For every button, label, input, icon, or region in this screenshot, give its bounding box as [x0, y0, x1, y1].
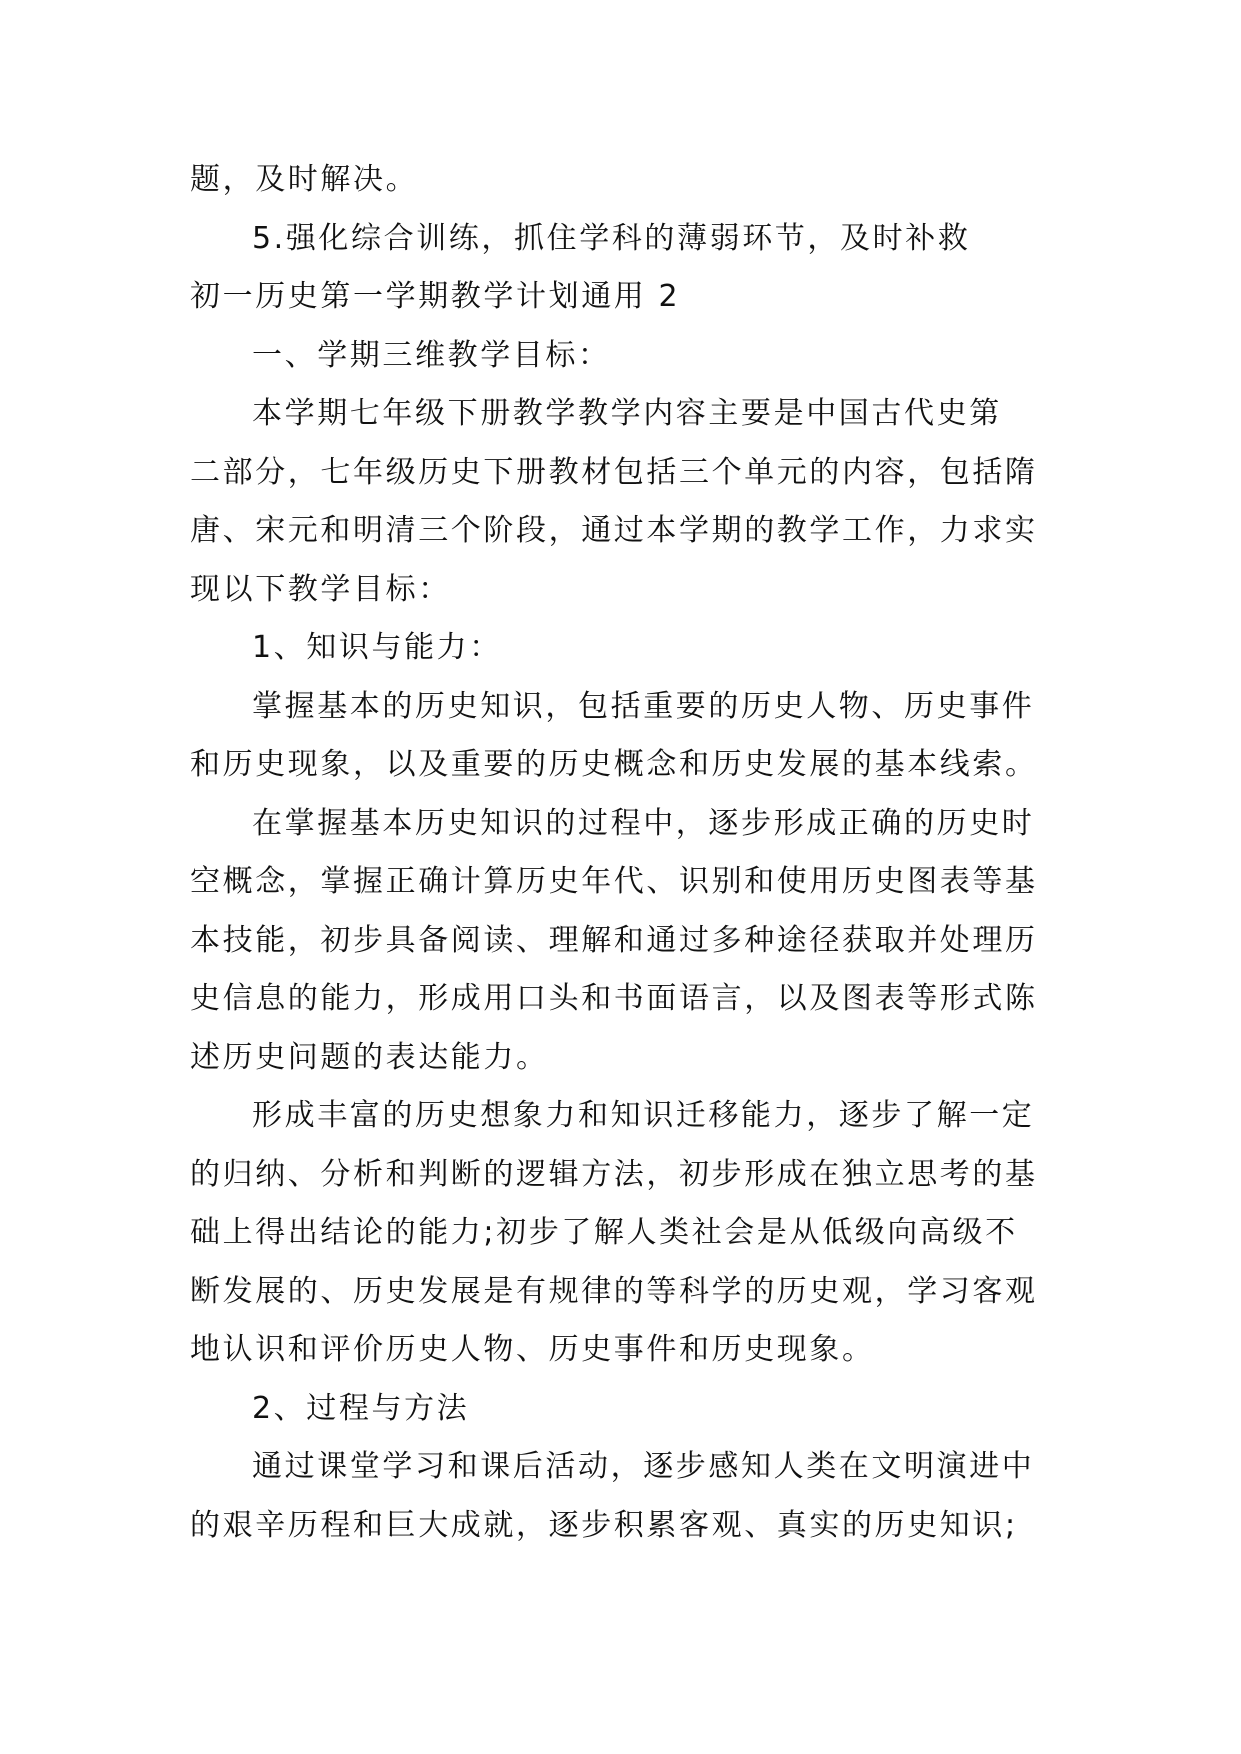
- paragraph-line: 的归纳、分析和判断的逻辑方法，初步形成在独立思考的基: [190, 1156, 1038, 1192]
- paragraph-line: 唐、宋元和明清三个阶段，通过本学期的教学工作，力求实: [190, 513, 1038, 548]
- paragraph-line: 通过课堂学习和课后活动，逐步感知人类在文明演进中: [252, 1449, 1035, 1484]
- subheading: 1、知识与能力：: [252, 630, 502, 665]
- paragraph-line: 题，及时解决。: [190, 162, 419, 197]
- subheading: 2、过程与方法: [252, 1390, 470, 1426]
- section-heading: 一、学期三维教学目标：: [252, 337, 611, 373]
- paragraph-line: 空概念，掌握正确计算历史年代、识别和使用历史图表等基: [190, 864, 1038, 899]
- paragraph-line: 的艰辛历程和巨大成就，逐步积累客观、真实的历史知识;: [190, 1507, 1018, 1543]
- section-title: 初一历史第一学期教学计划通用 2: [190, 279, 681, 314]
- paragraph-line: 掌握基本的历史知识，包括重要的历史人物、历史事件: [252, 688, 1035, 724]
- paragraph-line: 本学期七年级下册教学教学内容主要是中国古代史第: [252, 396, 1002, 431]
- paragraph-line: 本技能，初步具备阅读、理解和通过多种途径获取并处理历: [190, 922, 1038, 958]
- paragraph-line: 二部分，七年级历史下册教材包括三个单元的内容，包括隋: [190, 454, 1038, 490]
- paragraph-line: 形成丰富的历史想象力和知识迁移能力，逐步了解一定: [252, 1098, 1035, 1133]
- paragraph-line: 史信息的能力，形成用口头和书面语言，以及图表等形式陈: [190, 981, 1038, 1016]
- paragraph-line: 述历史问题的表达能力。: [190, 1039, 549, 1075]
- paragraph-line: 在掌握基本历史知识的过程中，逐步形成正确的历史时: [252, 805, 1035, 841]
- paragraph-line: 断发展的、历史发展是有规律的等科学的历史观，学习客观: [190, 1273, 1038, 1309]
- paragraph-line: 础上得出结论的能力;初步了解人类社会是从低级向高级不: [190, 1215, 1018, 1250]
- document-body: [190, 160, 1070, 1564]
- list-item-5: 5.强化综合训练，抓住学科的薄弱环节，及时补救: [252, 220, 971, 256]
- paragraph-line: 现以下教学目标：: [190, 571, 451, 607]
- paragraph-line: 和历史现象，以及重要的历史概念和历史发展的基本线索。: [190, 747, 1038, 782]
- paragraph-line: 地认识和评价历史人物、历史事件和历史现象。: [190, 1332, 875, 1367]
